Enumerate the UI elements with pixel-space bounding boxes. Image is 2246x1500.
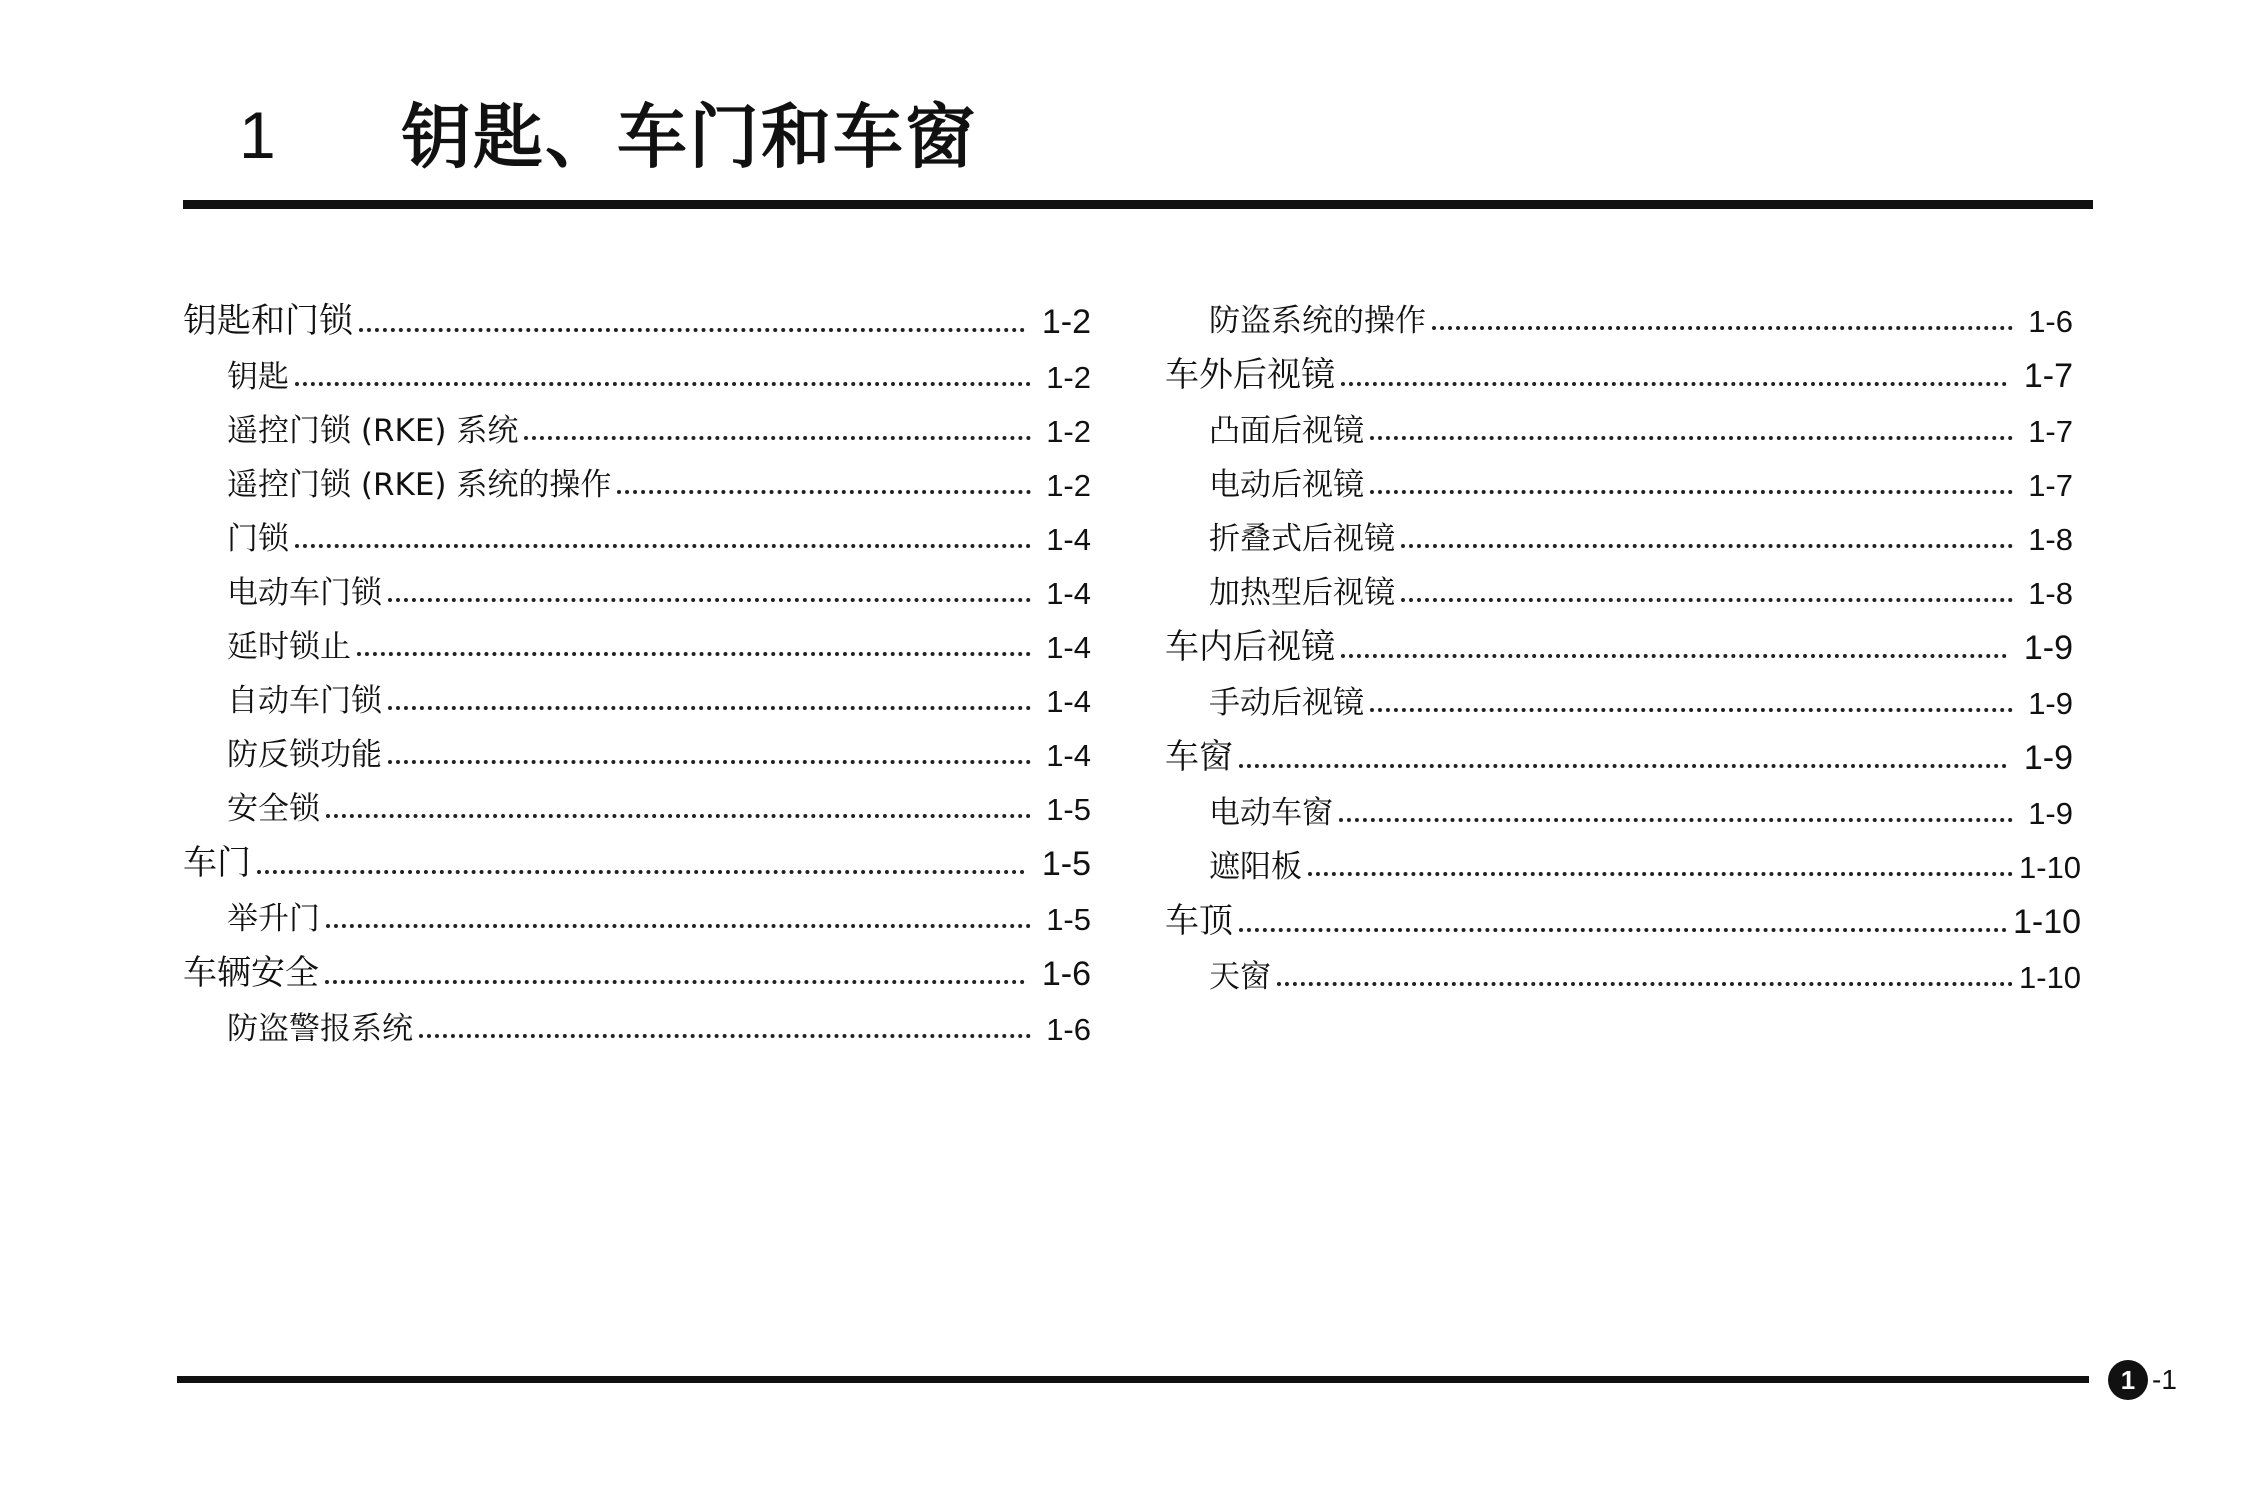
toc-dot-leader <box>326 814 1031 818</box>
toc-entry-page: 1-5 <box>1046 902 1091 937</box>
toc-entry-page: 1-8 <box>2028 522 2073 557</box>
toc-dot-leader <box>1401 544 2013 548</box>
toc-entry-page: 1-6 <box>1041 955 1091 993</box>
toc-subsection-entry[interactable] <box>183 720 1091 774</box>
toc-right-column <box>1165 286 2082 996</box>
toc-entry-label: 自动车门锁 <box>227 683 382 719</box>
chapter-number: 1 <box>239 98 276 172</box>
toc-dot-leader <box>257 870 1025 874</box>
toc-entry-label: 电动后视镜 <box>1209 467 1364 503</box>
toc-entry-page: 1-5 <box>1041 845 1091 883</box>
toc-subsection-entry[interactable] <box>1165 450 2073 504</box>
toc-entry-label: 防盗系统的操作 <box>1209 303 1426 339</box>
toc-dot-leader <box>388 760 1031 764</box>
toc-entry-label: 加热型后视镜 <box>1209 575 1395 611</box>
toc-entry-label: 防盗警报系统 <box>227 1011 413 1047</box>
toc-section-entry[interactable] <box>1165 722 2073 778</box>
toc-dot-leader <box>1239 764 2007 768</box>
toc-entry-page: 1-9 <box>2028 686 2073 721</box>
toc-entry-page: 1-4 <box>1046 576 1091 611</box>
toc-section-entry[interactable] <box>1165 340 2073 396</box>
toc-dot-leader <box>1308 872 2013 876</box>
toc-entry-label: 车门 <box>183 843 251 883</box>
toc-entry-label: 防反锁功能 <box>227 737 382 773</box>
toc-entry-page: 1-7 <box>2028 468 2073 503</box>
toc-entry-page: 1-4 <box>1046 738 1091 773</box>
toc-dot-leader <box>1239 928 2007 932</box>
page-number: -1 <box>2152 1364 2177 1395</box>
toc-entry-label: 折叠式后视镜 <box>1209 521 1395 557</box>
toc-entry-page: 1-9 <box>2023 739 2073 777</box>
toc-entry-page: 1-2 <box>1041 303 1091 341</box>
toc-dot-leader <box>1370 490 2013 494</box>
toc-subsection-entry[interactable] <box>183 558 1091 612</box>
toc-entry-page: 1-4 <box>1046 684 1091 719</box>
page-marker <box>2108 1360 2177 1400</box>
toc-entry-label: 车外后视镜 <box>1165 355 1335 395</box>
toc-entry-label: 钥匙和门锁 <box>183 301 353 341</box>
toc-entry-label: 天窗 <box>1209 959 1271 995</box>
toc-subsection-entry[interactable] <box>183 994 1091 1048</box>
toc-entry-label: 电动车窗 <box>1209 795 1333 831</box>
toc-subsection-entry[interactable] <box>1165 778 2073 832</box>
toc-section-entry[interactable] <box>1165 886 2082 942</box>
toc-entry-page: 1-6 <box>2028 304 2073 339</box>
toc-entry-label: 举升门 <box>227 901 320 937</box>
title-rule <box>183 200 2093 209</box>
toc-subsection-entry[interactable] <box>1165 504 2073 558</box>
toc-dot-leader <box>617 490 1031 494</box>
toc-subsection-entry[interactable] <box>183 504 1091 558</box>
toc-subsection-entry[interactable] <box>1165 558 2073 612</box>
toc-entry-page: 1-2 <box>1046 468 1091 503</box>
toc-subsection-entry[interactable] <box>183 774 1091 828</box>
toc-dot-leader <box>359 328 1025 332</box>
toc-dot-leader <box>1432 326 2013 330</box>
toc-entry-label: 安全锁 <box>227 791 320 827</box>
toc-entry-page: 1-10 <box>2019 960 2082 995</box>
toc-entry-page: 1-10 <box>2013 903 2082 941</box>
toc-subsection-entry[interactable] <box>183 342 1091 396</box>
toc-entry-label: 钥匙 <box>227 359 289 395</box>
toc-entry-label: 车内后视镜 <box>1165 627 1335 667</box>
toc-subsection-entry[interactable] <box>183 450 1091 504</box>
toc-entry-page: 1-2 <box>1046 414 1091 449</box>
toc-entry-label: 车窗 <box>1165 737 1233 777</box>
toc-entry-page: 1-5 <box>1046 792 1091 827</box>
toc-entry-page: 1-9 <box>2023 629 2073 667</box>
toc-entry-label: 遮阳板 <box>1209 849 1302 885</box>
toc-entry-label: 门锁 <box>227 521 289 557</box>
toc-dot-leader <box>326 924 1031 928</box>
toc-subsection-entry[interactable] <box>183 884 1091 938</box>
toc-subsection-entry[interactable] <box>1165 832 2082 886</box>
toc-dot-leader <box>1401 598 2013 602</box>
toc-dot-leader <box>1339 818 2013 822</box>
toc-subsection-entry[interactable] <box>1165 286 2073 340</box>
toc-section-entry[interactable] <box>1165 612 2073 668</box>
toc-dot-leader <box>1277 982 2013 986</box>
toc-subsection-entry[interactable] <box>1165 396 2073 450</box>
chapter-title: 钥匙、车门和车窗 <box>401 96 977 178</box>
toc-entry-label: 车顶 <box>1165 901 1233 941</box>
toc-dot-leader <box>295 544 1031 548</box>
page-chapter-badge: 1 <box>2108 1360 2148 1400</box>
toc-entry-label: 电动车门锁 <box>227 575 382 611</box>
toc-section-entry[interactable] <box>183 938 1091 994</box>
toc-entry-label: 遥控门锁 (RKE) 系统的操作 <box>227 467 612 503</box>
toc-entry-label: 手动后视镜 <box>1209 685 1364 721</box>
toc-dot-leader <box>1370 708 2013 712</box>
toc-entry-label: 遥控门锁 (RKE) 系统 <box>227 413 519 449</box>
toc-entry-page: 1-4 <box>1046 630 1091 665</box>
toc-left-column <box>183 286 1091 1048</box>
toc-dot-leader <box>388 706 1031 710</box>
footer-rule <box>177 1376 2089 1383</box>
toc-section-entry[interactable] <box>183 286 1091 342</box>
toc-entry-page: 1-9 <box>2028 796 2073 831</box>
toc-entry-label: 凸面后视镜 <box>1209 413 1364 449</box>
toc-dot-leader <box>325 980 1025 984</box>
toc-dot-leader <box>419 1034 1031 1038</box>
chapter-header <box>183 96 2093 206</box>
toc-dot-leader <box>524 436 1031 440</box>
toc-section-entry[interactable] <box>183 828 1091 884</box>
toc-dot-leader <box>295 382 1031 386</box>
toc-dot-leader <box>1370 436 2013 440</box>
toc-entry-page: 1-2 <box>1046 360 1091 395</box>
toc-entry-page: 1-4 <box>1046 522 1091 557</box>
toc-subsection-entry[interactable] <box>1165 668 2073 722</box>
toc-entry-page: 1-10 <box>2019 850 2082 885</box>
toc-dot-leader <box>1341 382 2007 386</box>
toc-subsection-entry[interactable] <box>183 396 1091 450</box>
toc-entry-page: 1-8 <box>2028 576 2073 611</box>
toc-subsection-entry[interactable] <box>1165 942 2082 996</box>
toc-entry-page: 1-7 <box>2028 414 2073 449</box>
toc-dot-leader <box>388 598 1031 602</box>
toc-subsection-entry[interactable] <box>183 666 1091 720</box>
toc-entry-label: 延时锁止 <box>227 629 351 665</box>
toc-dot-leader <box>357 652 1031 656</box>
toc-entry-label: 车辆安全 <box>183 953 319 993</box>
toc-subsection-entry[interactable] <box>183 612 1091 666</box>
toc-entry-page: 1-6 <box>1046 1012 1091 1047</box>
toc-entry-page: 1-7 <box>2023 357 2073 395</box>
toc-dot-leader <box>1341 654 2007 658</box>
